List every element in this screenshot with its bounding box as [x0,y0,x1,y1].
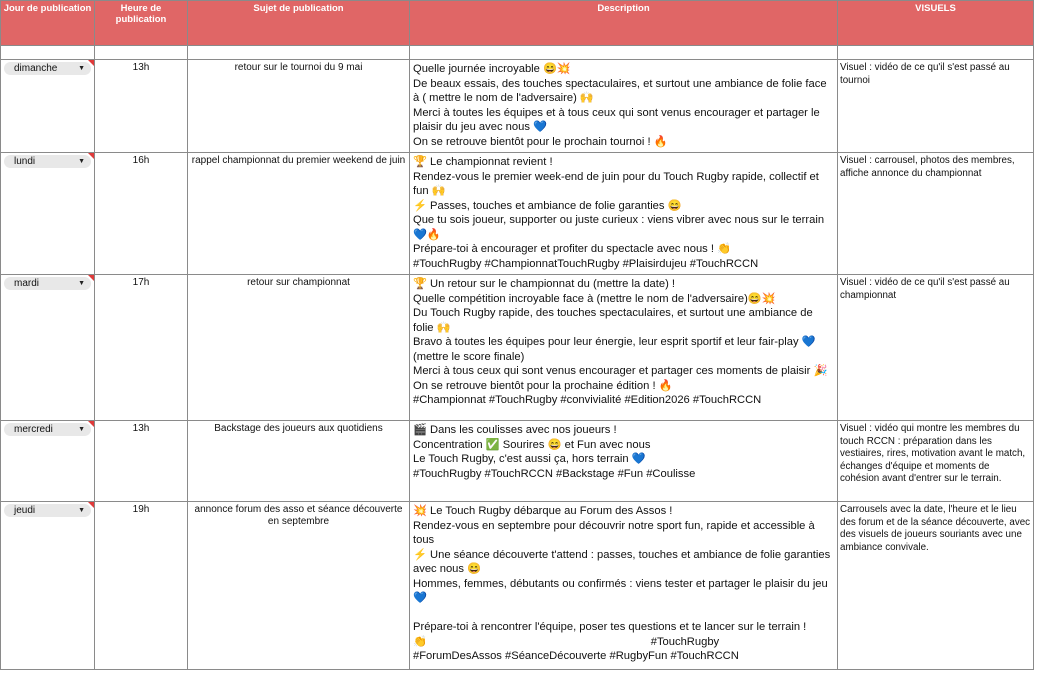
day-cell[interactable] [1,275,95,421]
chevron-down-icon[interactable]: ▼ [78,158,85,165]
day-value: dimanche [14,63,58,74]
description-cell[interactable] [410,60,838,153]
visuals-cell[interactable]: Visuel : carrousel, photos des membres, affiche annonce du championnat [838,153,1034,275]
comment-marker-icon [88,502,94,508]
day-dropdown[interactable] [4,62,91,75]
description-line: Le Touch Rugby, c'est aussi ça, hors terrain 💙 [413,453,646,465]
comment-marker-icon [88,421,94,427]
header-visuals: VISUELS [838,1,1034,46]
spacer-row [1,46,1034,60]
description-line: 👏 #TouchRugby [413,635,720,648]
visuals-cell[interactable]: Visuel : vidéo de ce qu'il s'est passé au championnat [838,275,1034,421]
header-subject: Sujet de publication [188,1,410,46]
description-cell[interactable] [410,502,838,670]
description-line: Quelle compétition incroyable face à (mettre le nom de l'adversaire)😄💥 [413,292,776,305]
description-line: Que tu sois joueur, supporter ou juste curieux : viens vibrer avec nous sur le terrain 💙🔥 [413,214,825,241]
comment-marker-icon [88,275,94,281]
description-line: #ForumDesAssos #SéanceDécouverte #RugbyFun #TouchRCCN [413,650,739,662]
chevron-down-icon[interactable]: ▼ [78,507,85,514]
description-line: #Championnat #TouchRugby #convivialité #Edition2026 #TouchRCCN [413,394,762,406]
description-line: 🎬 Dans les coulisses avec nos joueurs ! [413,424,617,436]
description-line: #TouchRugby #TouchRCCN #Backstage #Fun #Coulisse [413,467,696,480]
subject-cell[interactable]: rappel championnat du premier weekend de juin [188,153,410,275]
description-line: 🏆 Le championnat revient ! [413,156,553,168]
day-dropdown[interactable] [4,423,91,436]
subject-cell[interactable]: retour sur championnat [188,275,410,421]
day-value: mardi [14,278,40,289]
time-cell[interactable]: 13h [95,60,188,153]
table-row [1,153,1034,275]
day-dropdown[interactable] [4,155,91,168]
time-cell[interactable]: 19h [95,502,188,670]
description-line: ⚡ Une séance découverte t'attend : passes, touches et ambiance de folie garanties avec nous 😄 [413,548,831,575]
visuals-cell[interactable]: Visuel : vidéo de ce qu'il s'est passé au tournoi [838,60,1034,153]
header-row [1,1,1034,46]
description-line: ⚡ Passes, touches et ambiance de folie garanties 😄 [413,199,682,212]
description-line: De beaux essais, des touches spectaculaires, et surtout une ambiance de folie face à ( mettre le nom de l'adversaire) 🙌 [413,77,827,104]
description-line: Quelle journée incroyable 😄💥 [413,63,571,75]
chevron-down-icon[interactable]: ▼ [78,280,85,287]
description-line: Rendez-vous le premier week-end de juin pour du Touch Rugby rapide, collectif et fun 🙌 [413,170,819,197]
header-time: Heure de publication [95,1,188,46]
table-row [1,421,1034,502]
description-line: 💥 Le Touch Rugby débarque au Forum des Assos ! [413,505,673,517]
comment-marker-icon [88,60,94,66]
day-value: lundi [14,156,36,167]
day-value: jeudi [14,505,36,516]
day-dropdown[interactable] [4,504,91,517]
subject-cell[interactable]: Backstage des joueurs aux quotidiens [188,421,410,502]
description-line: Hommes, femmes, débutants ou confirmés : viens tester et partager le plaisir du jeu 💙 [413,577,828,604]
time-cell[interactable]: 16h [95,153,188,275]
header-day: Jour de publication [1,1,95,46]
day-cell[interactable] [1,502,95,670]
header-description: Description [410,1,838,46]
day-value: mercredi [14,424,53,435]
time-cell[interactable]: 17h [95,275,188,421]
description-line: 🏆 Un retour sur le championnat du (mettre la date) ! [413,278,676,290]
comment-marker-icon [88,153,94,159]
table-row [1,60,1034,153]
description-line: Merci à tous ceux qui sont venus encourager et partager ces moments de plaisir 🎉 [413,365,828,377]
description-line: #TouchRugby #ChampionnatTouchRugby #Plaisirdujeu #TouchRCCN [413,257,759,270]
description-line: Rendez-vous en septembre pour découvrir notre sport fun, rapide et accessible à tous [413,519,815,546]
visuals-cell[interactable]: Carrousels avec la date, l'heure et le lieu des forum et de la séance découverte, avec des visuels de joueurs souriants avec une ambiance convivale. [838,502,1034,670]
description-line: Prépare-toi à rencontrer l'équipe, poser tes questions et te lancer sur le terrain ! [413,621,807,633]
description-line: Prépare-toi à encourager et profiter du spectacle avec nous ! 👏 [413,243,732,255]
chevron-down-icon[interactable]: ▼ [78,65,85,72]
description-cell[interactable] [410,275,838,421]
day-cell[interactable] [1,60,95,153]
chevron-down-icon[interactable]: ▼ [78,426,85,433]
subject-cell[interactable]: retour sur le tournoi du 9 mai [188,60,410,153]
description-cell[interactable] [410,421,838,502]
description-line: Merci à toutes les équipes et à tous ceux qui sont venus encourager et partager le plaisir du jeu avec nous 💙 [413,106,820,133]
visuals-cell[interactable]: Visuel : vidéo qui montre les membres du touch RCCN : préparation dans les vestiaires, rires, motivation avant le match, échanges d'équipe et moments de cohésion avant d'entrer sur le terrain. [838,421,1034,502]
day-dropdown[interactable] [4,277,91,290]
day-cell[interactable] [1,421,95,502]
description-line: On se retrouve bientôt pour la prochaine édition ! 🔥 [413,379,673,392]
description-line: Bravo à toutes les équipes pour leur énergie, leur esprit sportif et leur fair-play 💙 (mettre le score finale) [413,336,816,363]
time-cell[interactable]: 13h [95,421,188,502]
description-line: Du Touch Rugby rapide, des touches spectaculaires, et surtout une ambiance de folie 🙌 [413,307,813,334]
description-cell[interactable] [410,153,838,275]
subject-cell[interactable]: annonce forum des asso et séance découverte en septembre [188,502,410,670]
day-cell[interactable] [1,153,95,275]
table-row [1,502,1034,670]
description-line: Concentration ✅ Sourires 😄 et Fun avec nous [413,438,651,451]
description-line [413,606,835,621]
table-row [1,275,1034,421]
description-line: On se retrouve bientôt pour le prochain tournoi ! 🔥 [413,135,668,148]
